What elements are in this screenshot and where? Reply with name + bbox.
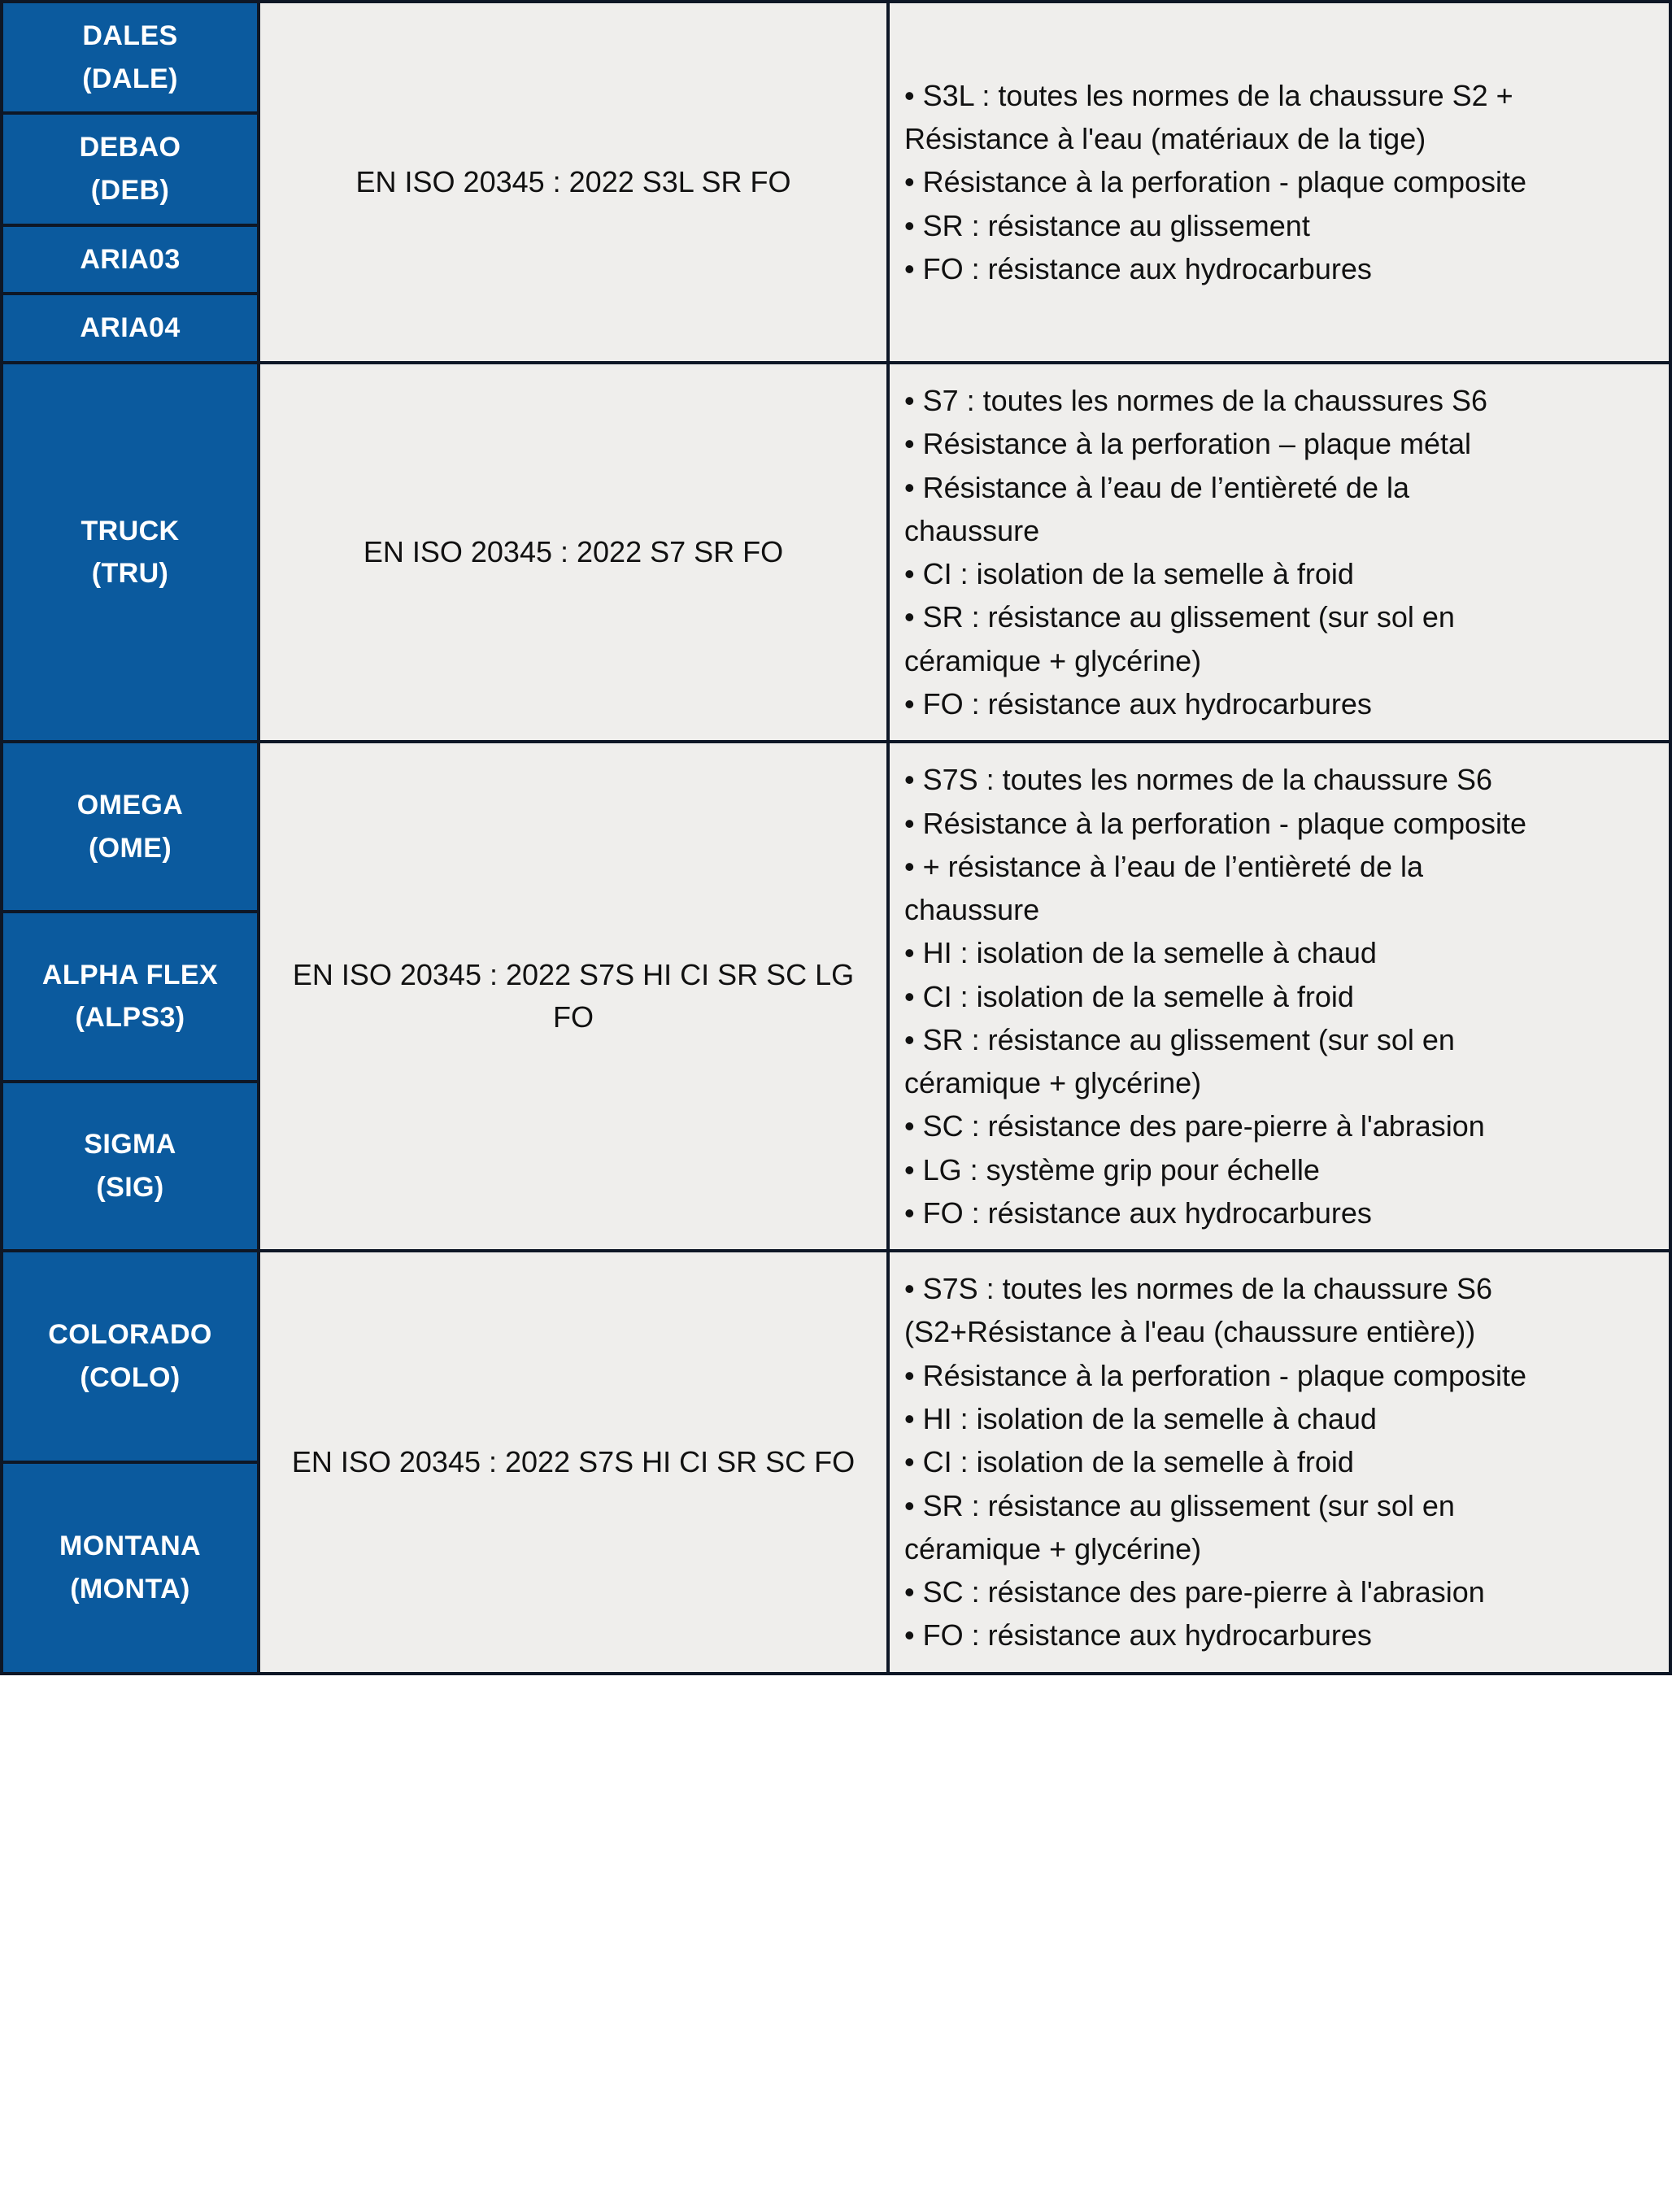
feature-item: • CI : isolation de la semelle à froid [904,552,1656,595]
feature-list [904,1267,1656,1657]
feature-item: • SR : résistance au glissement [904,204,1656,247]
product-name: TRUCK [81,515,180,546]
feature-item: • LG : système grip pour échelle [904,1148,1656,1191]
product-name: ARIA04 [80,312,181,344]
feature-item: • HI : isolation de la semelle à chaud [904,931,1656,974]
feature-list [904,758,1656,1234]
features-cell [888,363,1670,742]
product-cell [2,225,259,294]
product-name: OMEGA [76,789,184,821]
product-name: DALES [82,20,178,51]
product-code: (DEB) [90,175,170,207]
feature-item: chaussure [904,513,1040,547]
feature-list [904,74,1656,290]
feature-item: • S7 : toutes les normes de la chaussures S6 [904,379,1656,422]
feature-item: chaussure [904,893,1040,927]
product-code: (COLO) [80,1362,181,1394]
product-cell [2,1462,259,1674]
product-code: (DALE) [82,63,178,94]
product-cell [2,113,259,224]
feature-item: • + résistance à l’eau de l’entièreté de la [904,845,1656,888]
product-cell [2,1082,259,1252]
feature-item: • CI : isolation de la semelle à froid [904,1440,1656,1483]
feature-item: • Résistance à la perforation - plaque composite [904,802,1656,845]
product-name: ALPHA FLEX [41,959,219,991]
table-body [2,2,1670,1674]
product-code: (OME) [88,832,172,864]
feature-item: • Résistance à la perforation – plaque métal [904,422,1656,465]
features-cell [888,2,1670,363]
feature-item: • SR : résistance au glissement (sur sol en [904,595,1656,638]
feature-item: céramique + glycérine) [904,1531,1202,1565]
product-name: MONTANA [59,1531,202,1562]
product-cell [2,363,259,742]
product-cell [2,912,259,1082]
product-code: (SIG) [96,1171,164,1203]
feature-item: • SR : résistance au glissement (sur sol en [904,1018,1656,1061]
feature-item: • FO : résistance aux hydrocarbures [904,682,1656,725]
feature-item: • FO : résistance aux hydrocarbures [904,1613,1656,1657]
feature-item: • S3L : toutes les normes de la chaussure S2 + [904,74,1656,117]
features-cell [888,1251,1670,1673]
product-name: COLORADO [48,1319,212,1351]
feature-item: • SC : résistance des pare-pierre à l'abrasion [904,1104,1656,1147]
feature-item: • S7S : toutes les normes de la chaussure S6 [904,758,1656,801]
product-code: (ALPS3) [75,1002,185,1034]
product-cell [2,294,259,363]
table-row [2,2,1670,113]
product-cell [2,2,259,113]
feature-item: • SC : résistance des pare-pierre à l'abrasion [904,1570,1656,1613]
feature-item: • Résistance à la perforation - plaque composite [904,160,1656,203]
feature-item: • S7S : toutes les normes de la chaussure S6 [904,1267,1656,1310]
product-code: (MONTA) [70,1573,190,1605]
feature-item: • FO : résistance aux hydrocarbures [904,247,1656,290]
table-row [2,363,1670,742]
norm-cell: EN ISO 20345 : 2022 S7S HI CI SR SC LG FO [259,742,888,1251]
feature-item: • CI : isolation de la semelle à froid [904,975,1656,1018]
product-code: (TRU) [91,558,169,590]
feature-item: • HI : isolation de la semelle à chaud [904,1397,1656,1440]
features-cell [888,742,1670,1251]
norm-cell: EN ISO 20345 : 2022 S7S HI CI SR SC FO [259,1251,888,1673]
feature-item: (S2+Résistance à l'eau (chaussure entière)) [904,1315,1476,1349]
feature-item: • FO : résistance aux hydrocarbures [904,1191,1656,1234]
product-name: SIGMA [84,1129,176,1160]
feature-item: • SR : résistance au glissement (sur sol en [904,1484,1656,1527]
feature-item: • Résistance à la perforation - plaque composite [904,1354,1656,1397]
product-cell [2,742,259,912]
product-name: ARIA03 [80,243,181,275]
product-cell [2,1251,259,1462]
feature-item: céramique + glycérine) [904,643,1202,677]
feature-item: céramique + glycérine) [904,1066,1202,1100]
table-row [2,1251,1670,1462]
table-row [2,742,1670,912]
feature-item: • Résistance à l’eau de l’entièreté de la [904,466,1656,509]
norm-cell: EN ISO 20345 : 2022 S3L SR FO [259,2,888,363]
norm-cell: EN ISO 20345 : 2022 S7 SR FO [259,363,888,742]
feature-list [904,379,1656,725]
feature-item: Résistance à l'eau (matériaux de la tige) [904,122,1426,156]
product-name: DEBAO [79,132,181,163]
